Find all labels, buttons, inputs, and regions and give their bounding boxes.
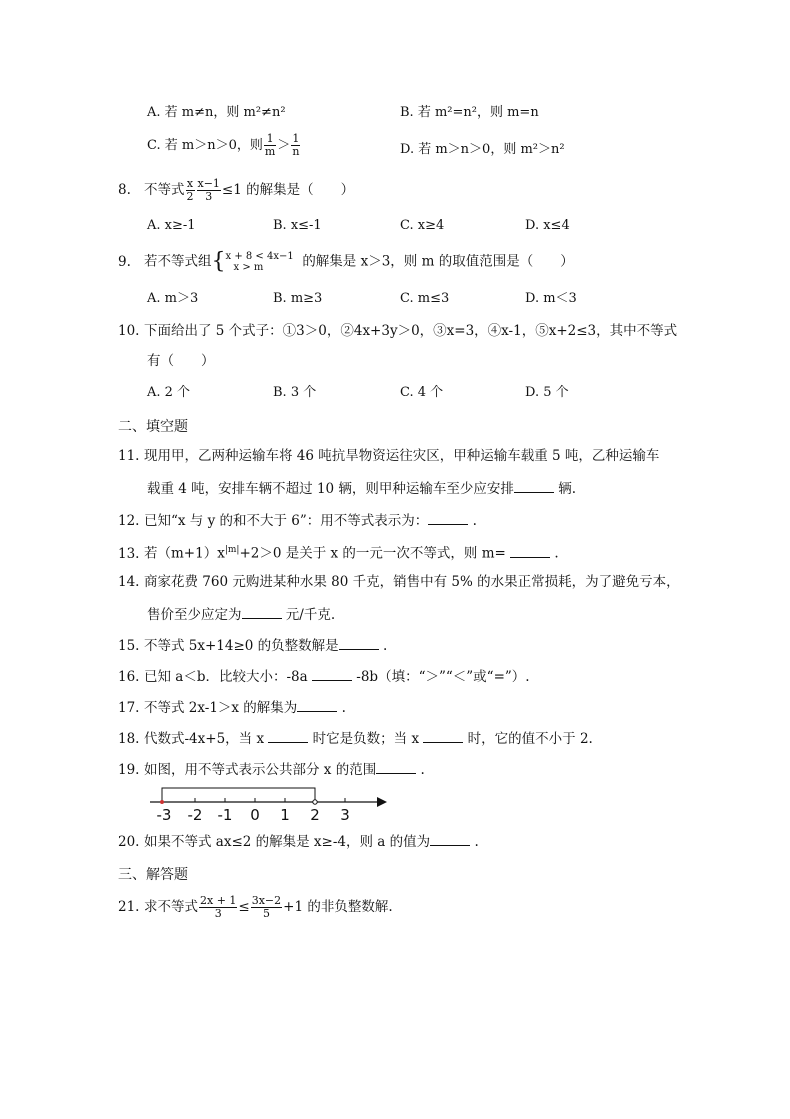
question-17: 17. 不等式 2x-1＞x 的解集为 . <box>118 697 346 717</box>
question-18: 18. 代数式-4x+5，当 x 时它是负数；当 x 时，它的值不小于 2. <box>118 728 593 748</box>
answer-blank[interactable] <box>514 478 554 493</box>
answer-blank[interactable] <box>312 666 352 681</box>
tick-label: 0 <box>250 806 260 824</box>
q8-option-b: B. x≤-1 <box>273 218 322 233</box>
tick-label: 3 <box>340 806 350 824</box>
question-15: 15. 不等式 5x+14≥0 的负整数解是 . <box>118 635 387 655</box>
section-heading: 二、填空题 <box>118 419 188 435</box>
question-13: 13. 若$(m+1)x^{|m|}+2>0$ 是关于 x 的一元一次不等式，则 m= . <box>118 541 559 563</box>
q10-option-a: A. 2 个 <box>147 385 191 400</box>
answer-blank[interactable] <box>339 635 379 650</box>
answer-blank[interactable] <box>423 728 463 743</box>
q10-option-d: D. 5 个 <box>525 385 569 400</box>
number-line-figure <box>145 782 395 824</box>
question-11-line2: 载重 4 吨，安排车辆不超过 10 辆，则甲种运输车至少应安排 辆. <box>147 478 576 498</box>
section-heading: 三、解答题 <box>118 867 188 883</box>
arrow-head-icon <box>377 797 387 807</box>
question-8: 8. 不等式 $\frac{x}{2}$ $\frac{x-1}{3}$ ≤1 的解集是（ ） <box>118 177 355 203</box>
answer-blank[interactable] <box>428 510 468 525</box>
answer-blank[interactable] <box>268 728 308 743</box>
tick-label: 1 <box>280 806 290 824</box>
question-11: 11. 现用甲，乙两种运输车将 46 吨抗旱物资运往灾区，甲种运输车载重 5 吨，乙种运输车 <box>118 448 660 464</box>
q7-option-d: D. 若 m＞n＞0，则 m²＞n² <box>400 142 565 157</box>
fraction: $\frac{x}{2}$ <box>186 177 194 203</box>
inequality-system: x + 8 < 4x−1 x > m <box>225 251 294 273</box>
q8-option-c: C. x≥4 <box>400 218 445 233</box>
question-9: 9. 若不等式组{ x + 8 < 4x−1 x > m 的解集是 x＞3，则 m 的取值范围是（ ） <box>118 249 574 274</box>
q8-option-a: A. x≥-1 <box>147 218 196 233</box>
tick-label: -2 <box>187 806 203 824</box>
q9-option-c: C. m≤3 <box>400 291 450 306</box>
question-10: 10. 下面给出了 5 个式子：①3＞0，②4x+3y＞0，③x=3，④x-1，⑤x+2≤3，其中不等式 <box>118 323 678 339</box>
answer-blank[interactable] <box>510 543 550 558</box>
question-16: 16. 已知 a＜b．比较大小：-8a -8b（填：“＞”“＜”或“=”）. <box>118 666 530 686</box>
fraction: $\frac{3x-2}{5}$ <box>251 894 282 920</box>
q7-option-c: C. 若 m＞n＞0，则 $\frac{1}{m}$ ＞ $\frac{1}{n}$ <box>147 132 300 158</box>
fraction: $\frac{1}{m}$ <box>264 132 276 158</box>
fraction: $\frac{1}{n}$ <box>292 132 300 158</box>
q9-option-b: B. m≥3 <box>273 291 323 306</box>
tick-label: 2 <box>310 806 320 824</box>
q7-option-b: B. 若 m²=n²，则 m=n <box>400 105 539 120</box>
q7-option-a: A. 若 m≠n，则 m²≠n² <box>147 105 286 120</box>
question-21: 21. 求不等式 $\frac{2x + 1}{3}$ ≤ $\frac{3x-2}{5}$ +1 的非负整数解. <box>118 894 393 920</box>
fraction: $\frac{2x + 1}{3}$ <box>200 894 237 920</box>
question-20: 20. 如果不等式 ax≤2 的解集是 x≥-4，则 a 的值为 . <box>118 831 479 851</box>
fraction: $\frac{x-1}{3}$ <box>197 177 220 203</box>
answer-blank[interactable] <box>242 604 282 619</box>
q8-option-d: D. x≤4 <box>525 218 570 233</box>
question-14-line2: 售价至少应定为 元/千克. <box>147 604 335 624</box>
question-14: 14. 商家花费 760 元购进某种水果 80 千克，销售中有 5% 的水果正常损耗，为了避免亏本， <box>118 574 680 590</box>
range-bracket <box>162 788 315 802</box>
answer-blank[interactable] <box>297 697 337 712</box>
q9-option-a: A. m＞3 <box>147 291 199 306</box>
question-12: 12. 已知“x 与 y 的和不大于 6”：用不等式表示为： . <box>118 510 477 530</box>
answer-blank[interactable] <box>430 831 470 846</box>
tick-label: -3 <box>156 806 172 824</box>
question-19: 19. 如图，用不等式表示公共部分 x 的范围 . <box>118 759 425 779</box>
q10-option-b: B. 3 个 <box>273 385 317 400</box>
q10-option-c: C. 4 个 <box>400 385 444 400</box>
answer-blank[interactable] <box>376 759 416 774</box>
question-10-line2: 有（ ） <box>147 353 215 369</box>
open-endpoint <box>313 800 317 804</box>
solid-endpoint <box>160 800 164 804</box>
tick-label: -1 <box>217 806 233 824</box>
q9-option-d: D. m＜3 <box>525 291 577 306</box>
